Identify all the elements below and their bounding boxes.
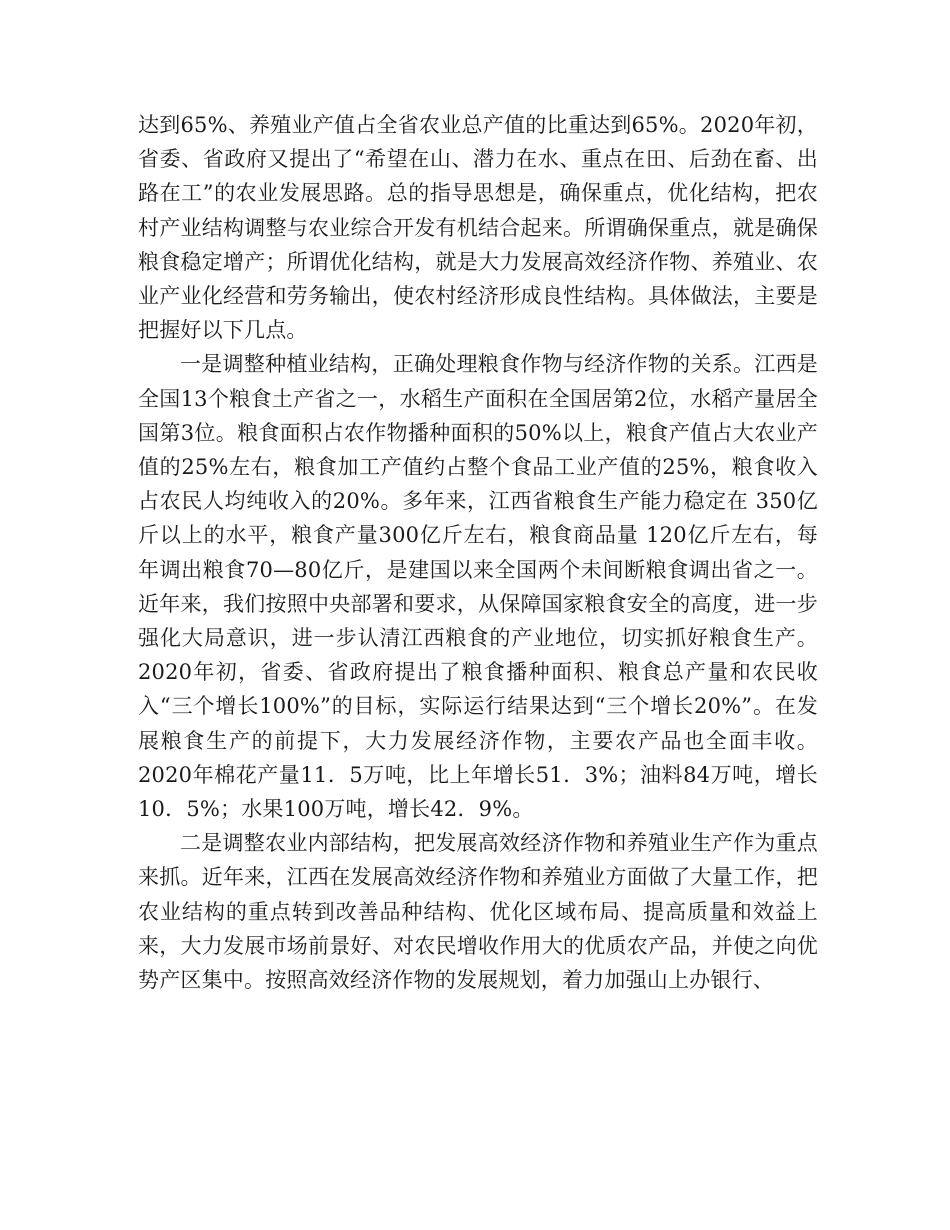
paragraph-3: 二是调整农业内部结构，把发展高效经济作物和养殖业生产作为重点来抓。近年来，江西在发展高效经济作物和养殖业方面做了大量工作，把农业结构的重点转到改善品种结构、优化区域布局、提高质量和效益上来，大力发展市场前景好、对农民增收作用大的优质农产品，并使之向优势产区集中。按照高效经济作物的发展规划，着力加强山上办银行、: [138, 831, 818, 993]
paragraph-2: 一是调整种植业结构，正确处理粮食作物与经济作物的关系。江西是全国13个粮食土产省之一，水稻生产面积在全国居第2位，水稻产量居全国第3位。粮食面积占农作物播种面积的50%以上，粮食产值占大农业产值的25%左右，粮食加工产值约占整个食品工业产值的25%，粮食收入占农民人均纯收入的20%。多年来，江西省粮食生产能力稳定在 350亿斤以上的水平，粮食产量300亿斤左右，粮食商品量 120亿斤左右，每年调出粮食70—80亿斤，是建国以来全国两个未间断粮食调出省之一。近年来，我们按照中央部署和要求，从保障国家粮食安全的高度，进一步强化大局意识，进一步认清江西粮食的产业地位，切实抓好粮食生产。2020年初，省委、省政府提出了粮食播种面积、粮食总产量和农民收入“三个增长100%”的目标，实际运行结果达到“三个增长20%”。在发展粮食生产的前提下，大力发展经济作物，主要农产品也全面丰收。2020年棉花产量11．5万吨，比上年增长51．3%；油料84万吨，增长10．5%；水果100万吨，增长42．9%。: [138, 352, 818, 822]
paragraph-1: 达到65%、养殖业产值占全省农业总产值的比重达到65%。2020年初，省委、省政府又提出了“希望在山、潜力在水、重点在田、后劲在畜、出路在工”的农业发展思路。总的指导思想是，确保重点，优化结构，把农村产业结构调整与农业综合开发有机结合起来。所谓确保重点，就是确保粮食稳定增产；所谓优化结构，就是大力发展高效经济作物、养殖业、农业产业化经营和劳务输出，使农村经济形成良性结构。具体做法，主要是把握好以下几点。: [138, 113, 818, 343]
document-body: [138, 108, 818, 997]
